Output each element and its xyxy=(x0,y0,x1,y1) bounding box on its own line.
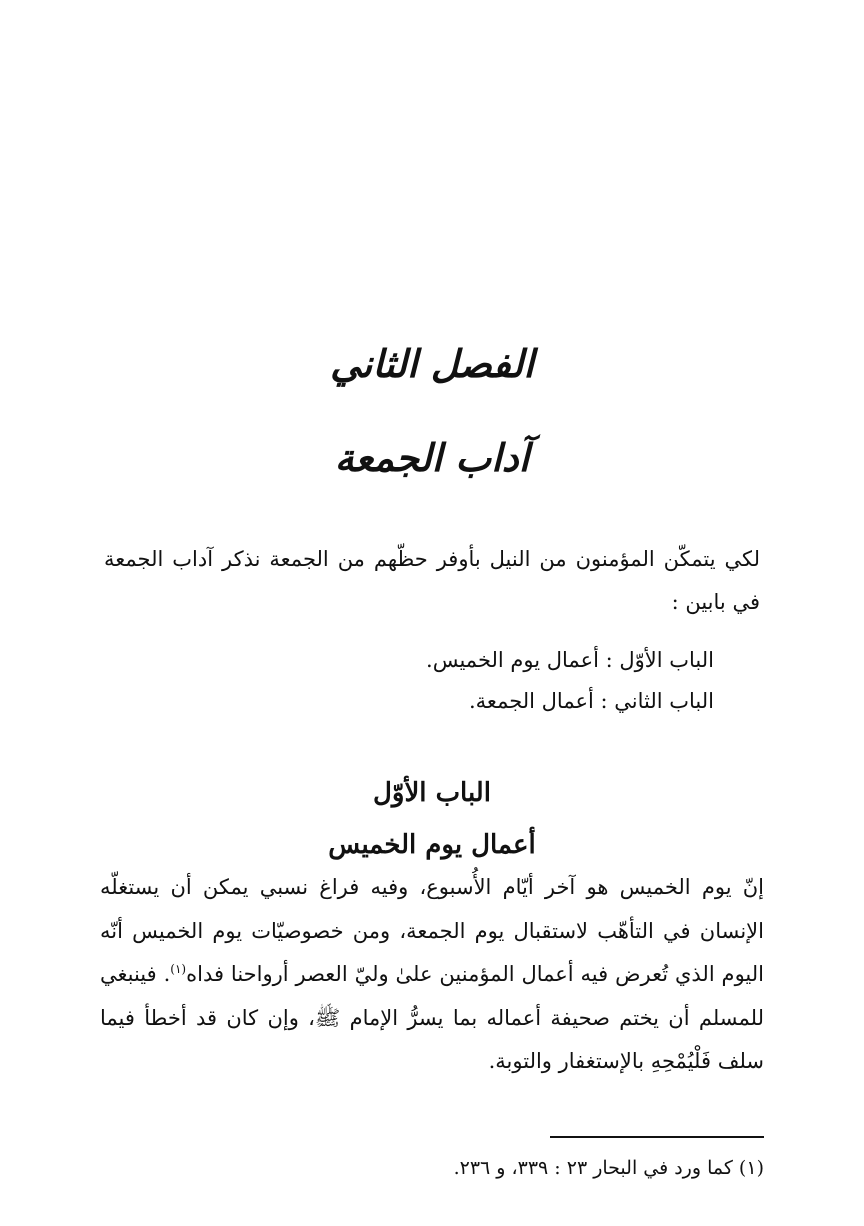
contents-item-1: الباب الأوّل : أعمال يوم الخميس. xyxy=(426,648,714,672)
section-heading: الباب الأوّل xyxy=(373,778,491,808)
body-text-part1: إنّ يوم الخميس هو آخر أيّام الأُسبوع، وفيه فراغ نسبي يمكن أن يستغلّه الإنسان في التأهّب لاستقبال يوم الجمعة، ومن خصوصيّات يوم الخميس أنّه اليوم الذي تُعرض فيه أعمال المؤمنين علىٰ وليّ العصر أرواحنا فداه xyxy=(100,875,764,986)
chapter-title: الفصل الثاني xyxy=(330,342,534,386)
intro-paragraph: لكي يتمكّن المؤمنون من النيل بأوفر حظّهم من الجمعة نذكر آداب الجمعة في بابين : xyxy=(104,547,760,614)
footnote-divider xyxy=(550,1136,764,1138)
chapter-subtitle: آداب الجمعة xyxy=(334,436,530,480)
body-paragraph xyxy=(100,866,764,1084)
body-text-part2: . فينبغي للمسلم أن يختم صحيفة أعماله بما يسرُّ الإمام ﷺ، وإن كان قد أخطأ فيما سلف فَلْيُمْحِهِ بالإستغفار والتوبة. xyxy=(100,962,764,1073)
chapter-contents-list xyxy=(104,640,714,722)
section-subheading: أعمال يوم الخميس xyxy=(328,830,536,860)
contents-item-2: الباب الثاني : أعمال الجمعة. xyxy=(469,689,714,713)
footnote: (١) كما ورد في البحار ٢٣ : ٣٣٩، و ٢٣٦. xyxy=(453,1157,764,1179)
footnote-reference[interactable]: (١) xyxy=(170,962,187,976)
